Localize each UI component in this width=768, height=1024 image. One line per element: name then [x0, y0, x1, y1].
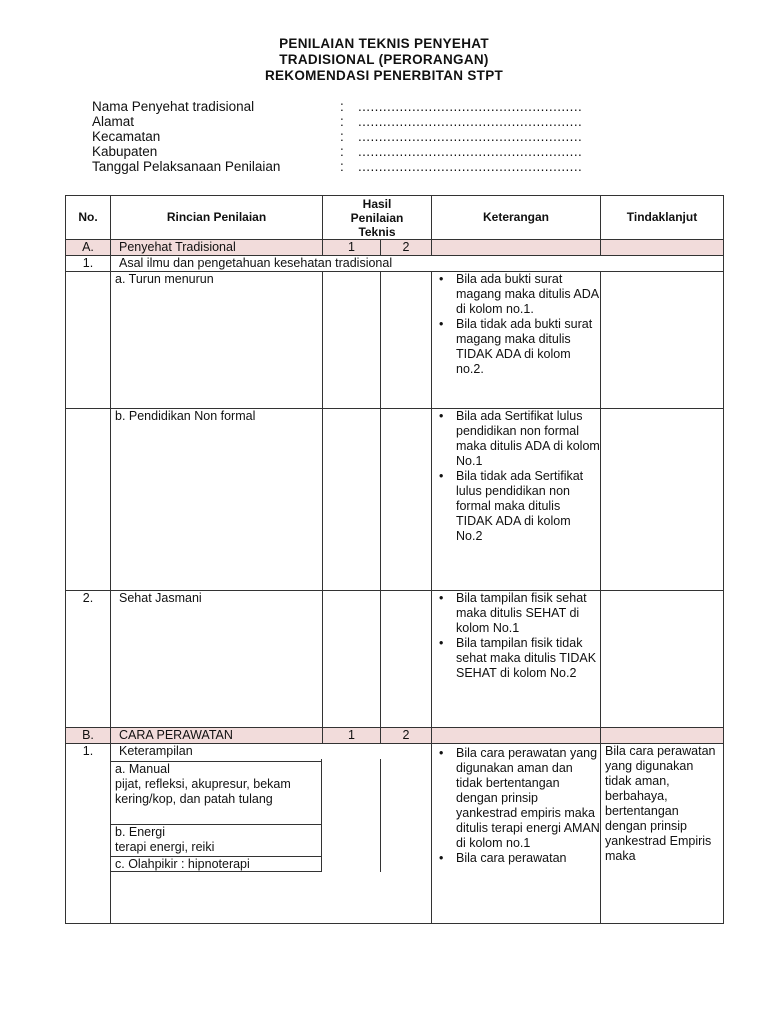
- field-colon: :: [340, 99, 344, 114]
- row-1b-keterangan: [432, 409, 601, 591]
- header-no: No.: [66, 196, 111, 240]
- row-b1-items-text: [111, 759, 322, 872]
- row-1b: [66, 409, 724, 591]
- field-blank-nama[interactable]: ......................................................: [358, 99, 583, 114]
- row-b1-item-c: c. Olahpikir : hipnoterapi: [111, 857, 321, 872]
- row-1b-col1[interactable]: [323, 409, 381, 591]
- list-item: • Bila tidak ada bukti surat magang maka ditulis TIDAK ADA di kolom no.2.: [456, 317, 600, 377]
- header-rincian: Rincian Penilaian: [111, 196, 323, 240]
- section-b-label: CARA PERAWATAN: [111, 728, 323, 744]
- document-title-line-3: REKOMENDASI PENERBITAN STPT: [264, 68, 504, 83]
- header-hasil: [323, 196, 432, 240]
- row-1a-label: a. Turun menurun: [111, 272, 323, 409]
- row-2-keterangan: [432, 591, 601, 728]
- row-b1-no: 1.: [66, 744, 111, 924]
- field-label-tanggal: Tanggal Pelaksanaan Penilaian: [92, 159, 281, 174]
- row-1a-col1[interactable]: [323, 272, 381, 409]
- section-b-col1: 1: [323, 728, 381, 744]
- field-blank-kecamatan[interactable]: ......................................................: [358, 129, 583, 144]
- row-b1-keterangan: [432, 744, 601, 924]
- list-item: • Bila cara perawatan yang digunakan aman dan tidak bertentangan dengan prinsip yankestrad empiris maka ditulis terapi energi AMAN di kolom no.1: [456, 746, 600, 851]
- field-blank-alamat[interactable]: ......................................................: [358, 114, 583, 129]
- section-b-row: [66, 728, 724, 744]
- header-tindaklanjut: Tindaklanjut: [601, 196, 724, 240]
- section-a-tindak: [601, 240, 724, 256]
- row-b1-item-a: [111, 761, 321, 825]
- header-hasil-line-2: Penilaian: [350, 210, 404, 225]
- row-1a-keterangan: [432, 272, 601, 409]
- row-1a-col2[interactable]: [381, 272, 432, 409]
- row-b1-item-b-label: b. Energi: [115, 825, 166, 839]
- list-item: • Bila tampilan fisik sehat maka ditulis SEHAT di kolom No.1: [456, 591, 600, 636]
- row-1a: [66, 272, 724, 409]
- field-colon: :: [340, 159, 344, 174]
- header-hasil-line-1: Hasil: [362, 196, 392, 211]
- section-a-no: A.: [66, 240, 111, 256]
- row-1b-tindak[interactable]: [601, 409, 724, 591]
- field-blank-tanggal[interactable]: ......................................................: [358, 159, 583, 174]
- field-colon: :: [340, 114, 344, 129]
- table-header-row: [66, 196, 724, 240]
- section-b-keterangan: [432, 728, 601, 744]
- list-item: • Bila cara perawatan: [456, 851, 600, 866]
- document-title-line-1: PENILAIAN TEKNIS PENYEHAT: [279, 36, 489, 51]
- row-b1-label: Keterampilan: [119, 744, 193, 758]
- row-2-tindak[interactable]: [601, 591, 724, 728]
- header-hasil-line-3: Teknis: [358, 224, 396, 239]
- section-b-col2: 2: [381, 728, 432, 744]
- row-1-heading: [66, 256, 724, 272]
- row-b1: [66, 744, 724, 924]
- row-2-col1[interactable]: [323, 591, 381, 728]
- section-a-row: [66, 240, 724, 256]
- field-blank-kabupaten[interactable]: ......................................................: [358, 144, 583, 159]
- row-2-col2[interactable]: [381, 591, 432, 728]
- row-2-no: 2.: [66, 591, 111, 728]
- row-b1-col1[interactable]: [322, 759, 381, 872]
- section-a-col1: 1: [323, 240, 381, 256]
- field-label-nama: Nama Penyehat tradisional: [92, 99, 255, 114]
- row-1b-label: b. Pendidikan Non formal: [111, 409, 323, 591]
- section-a-keterangan: [432, 240, 601, 256]
- row-b1-items: [111, 759, 431, 872]
- section-b-tindak: [601, 728, 724, 744]
- row-1a-tindak[interactable]: [601, 272, 724, 409]
- row-1-no: 1.: [66, 256, 111, 272]
- row-b1-item-b: [111, 825, 321, 857]
- list-item: • Bila tidak ada Sertifikat lulus pendidikan non formal maka ditulis TIDAK ADA di kolom No.2: [456, 469, 600, 544]
- row-1a-no: [66, 272, 111, 409]
- list-item: • Bila tampilan fisik tidak sehat maka ditulis TIDAK SEHAT di kolom No.2: [456, 636, 600, 681]
- section-b-no: B.: [66, 728, 111, 744]
- row-1b-col2[interactable]: [381, 409, 432, 591]
- section-a-col2: 2: [381, 240, 432, 256]
- list-item: • Bila ada Sertifikat lulus pendidikan non formal maka ditulis ADA di kolom No.1: [456, 409, 600, 469]
- field-colon: :: [340, 144, 344, 159]
- list-item: • Bila ada bukti surat magang maka ditulis ADA di kolom no.1.: [456, 272, 600, 317]
- field-label-kabupaten: Kabupaten: [92, 144, 158, 159]
- row-b1-col2[interactable]: [381, 759, 431, 872]
- row-b1-item-a-label: a. Manual: [115, 762, 170, 776]
- field-label-kecamatan: Kecamatan: [92, 129, 161, 144]
- header-keterangan: Keterangan: [432, 196, 601, 240]
- row-b1-tindak: Bila cara perawatan yang digunakan tidak aman, berbahaya, bertentangan dengan prinsip yankestrad Empiris maka: [601, 744, 724, 924]
- row-2: [66, 591, 724, 728]
- row-b1-item-b-detail: terapi energi, reiki: [115, 840, 215, 854]
- section-a-label: Penyehat Tradisional: [111, 240, 323, 256]
- row-2-label: Sehat Jasmani: [111, 591, 323, 728]
- document-title-line-2: TRADISIONAL (PERORANGAN): [279, 52, 489, 67]
- row-b1-item-a-detail: pijat, refleksi, akupresur, bekam kering/kop, dan patah tulang: [115, 777, 291, 806]
- field-colon: :: [340, 129, 344, 144]
- assessment-table: [65, 195, 724, 924]
- row-1b-no: [66, 409, 111, 591]
- row-b1-rincian: [111, 744, 432, 924]
- row-1-label: Asal ilmu dan pengetahuan kesehatan tradisional: [111, 256, 724, 272]
- field-label-alamat: Alamat: [92, 114, 135, 129]
